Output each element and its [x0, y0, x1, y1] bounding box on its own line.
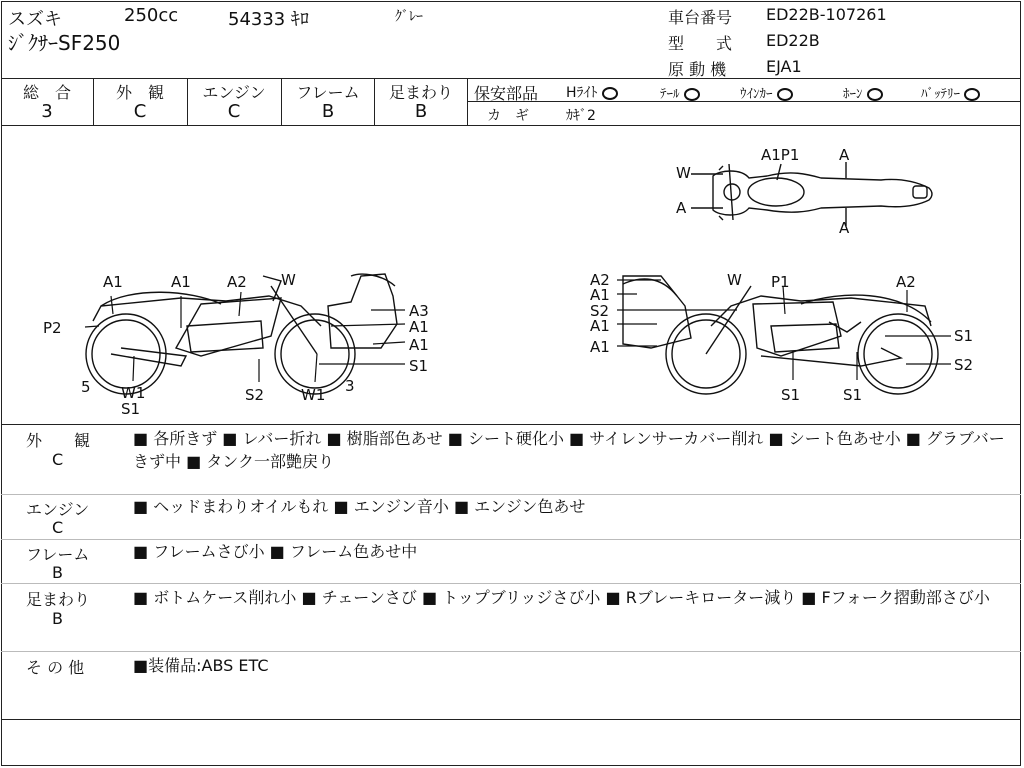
diag-label: S2 — [954, 356, 974, 374]
ok-mark-icon — [684, 88, 700, 101]
diag-label: S2 — [590, 302, 610, 320]
mileage: 54333 ｷﾛ — [228, 9, 309, 30]
diag-label: A3 — [409, 302, 429, 320]
type-label: 型 式 — [668, 34, 733, 53]
diag-label: W1 — [121, 384, 146, 402]
damage-diagram — [1, 126, 1021, 424]
leader-lines — [85, 280, 951, 382]
ok-mark-icon — [777, 88, 793, 101]
diag-label: S1 — [409, 357, 429, 375]
safety-tail: ﾃｰﾙ — [660, 83, 700, 102]
engine-remarks-label: エンジン — [26, 500, 90, 519]
right-side-bike — [623, 276, 938, 394]
diag-label: A2 — [896, 273, 916, 291]
frame-label: フレーム — [296, 83, 360, 102]
diag-label: S1 — [954, 327, 974, 345]
diag-label: 3 — [345, 377, 355, 395]
frame-number-label: 車台番号 — [668, 8, 733, 27]
maker: スズキ — [8, 9, 62, 30]
diag-label: S1 — [843, 386, 863, 404]
suspension-grade: B — [414, 101, 428, 122]
diag-label: A1 — [590, 338, 610, 356]
diag-label: W — [281, 271, 296, 289]
frame-number: ED22B-107261 — [766, 5, 887, 24]
other-remarks-label: そ の 他 — [26, 658, 85, 677]
exterior-label: 外 観 — [115, 83, 164, 102]
suspension-remarks-grade: B — [52, 609, 63, 628]
diag-label: S1 — [121, 400, 141, 418]
type: ED22B — [766, 31, 820, 50]
safety-horn: ﾎｰﾝ — [843, 83, 883, 102]
color: ｸﾞﾚｰ — [395, 9, 423, 25]
suspension-label: 足まわり — [388, 83, 453, 102]
diag-label: A1 — [590, 317, 610, 335]
diag-label: W — [727, 271, 742, 289]
ok-mark-icon — [602, 87, 618, 100]
other-remarks-text: ■装備品:ABS ETC — [133, 656, 269, 675]
safety-headlight: Hﾗｲﾄ — [566, 82, 618, 102]
divider — [1, 583, 1021, 584]
divider — [1, 719, 1021, 720]
diag-label: P1 — [771, 273, 790, 291]
exterior-remarks-grade: C — [52, 450, 64, 469]
diag-label: W — [676, 164, 691, 182]
diag-label: A — [839, 219, 850, 237]
diag-label: 5 — [81, 378, 91, 396]
diag-label: S2 — [245, 386, 265, 404]
frame-remarks-text: ■ フレームさび小 ■ フレーム色あせ中 — [133, 542, 418, 561]
frame-grade: B — [321, 101, 335, 122]
overall-grade: 3 — [41, 101, 53, 122]
diag-label: A1 — [590, 286, 610, 304]
divider — [1, 651, 1021, 652]
ok-mark-icon — [964, 88, 980, 101]
diag-label: A1 — [171, 273, 191, 291]
suspension-remarks-text: ■ ボトムケース削れ小 ■ チェーンさび ■ トップブリッジさび小 ■ Rブレーキローター減り ■ Fフォーク摺動部さび小 — [133, 588, 990, 607]
divider — [467, 78, 468, 125]
exterior-remarks-text: ■ 各所きず ■ レバー折れ ■ 樹脂部色あせ ■ シート硬化小 ■ サイレンサーカバー削れ ■ シート色あせ小 ■ グラブバーきず中 ■ タンク一部艶戻り — [133, 429, 1005, 471]
diag-label: A2 — [227, 273, 247, 291]
engine-label: エンジン — [202, 83, 266, 102]
displacement: 250cc — [124, 5, 179, 26]
diag-label: A — [839, 146, 850, 164]
diag-label: A — [676, 199, 687, 217]
engine-remarks-grade: C — [52, 518, 64, 537]
engine-model: EJA1 — [766, 57, 802, 76]
diagram-labels — [43, 146, 973, 418]
diag-label: W1 — [301, 386, 326, 404]
diag-label: P2 — [43, 319, 62, 337]
exterior-remarks-label: 外 観 — [26, 431, 91, 450]
exterior-grade: C — [133, 101, 147, 122]
divider — [1, 424, 1021, 425]
key-label: カ ギ — [487, 108, 529, 124]
diag-label: A1 — [409, 336, 429, 354]
diag-label: S1 — [781, 386, 801, 404]
safety-winker: ｳｲﾝｶｰ — [740, 83, 793, 102]
engine-grade: C — [227, 101, 241, 122]
diag-label: A2 — [590, 271, 610, 289]
divider — [1, 78, 1021, 79]
safety-label: 保安部品 — [474, 84, 539, 103]
frame-remarks-grade: B — [52, 563, 63, 582]
diag-label: A1 — [409, 318, 429, 336]
diag-label: A1P1 — [761, 146, 800, 164]
top-view-bike — [691, 162, 932, 226]
engine-model-label: 原 動 機 — [668, 60, 727, 79]
safety-battery: ﾊﾞｯﾃﾘｰ — [921, 83, 980, 102]
engine-remarks-text: ■ ヘッドまわりオイルもれ ■ エンジン音小 ■ エンジン色あせ — [133, 497, 586, 516]
suspension-remarks-label: 足まわり — [26, 590, 91, 609]
diag-label: A1 — [103, 273, 123, 291]
overall-label: 総 合 — [22, 83, 71, 102]
model-name: ｼﾞｸｻｰSF250 — [8, 31, 121, 55]
ok-mark-icon — [867, 88, 883, 101]
key-value: ｶｷﾞ2 — [566, 108, 596, 124]
frame-remarks-label: フレーム — [26, 545, 90, 564]
